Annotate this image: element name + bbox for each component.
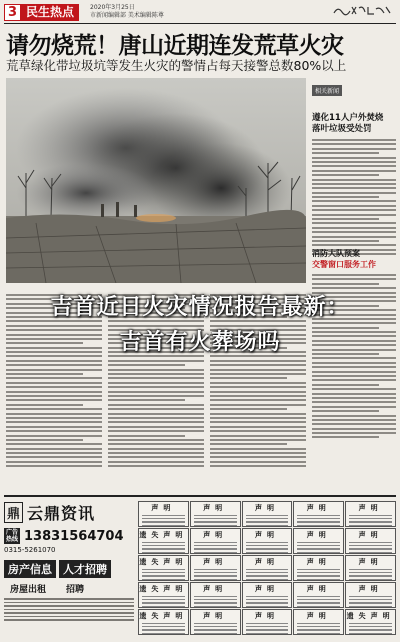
related-body-text — [312, 139, 396, 255]
fire-photo — [6, 78, 306, 283]
notice-cell — [138, 609, 189, 635]
ad-subcategories — [4, 582, 134, 595]
notice-title: 声明 — [203, 558, 228, 566]
box-body-text — [312, 274, 396, 438]
box-headline-2: 交警窗口服务工作 — [312, 260, 376, 269]
notice-title: 声明 — [306, 504, 331, 512]
notice-cell — [345, 528, 396, 554]
notice-cell — [190, 501, 241, 527]
notice-cell — [242, 555, 293, 581]
editor-text: 市新闻编辑部 美术编辑陈尊 — [90, 12, 164, 19]
notice-cell — [345, 555, 396, 581]
body-column-2 — [108, 290, 204, 490]
ad-category-bars — [4, 560, 134, 578]
notice-cell — [138, 501, 189, 527]
notice-title: 声明 — [254, 612, 279, 620]
notice-cell — [242, 582, 293, 608]
ad-bar-jobs: 人才招聘 — [59, 560, 111, 578]
notice-cell — [293, 582, 344, 608]
ad-logo-mark: 鼎 — [4, 502, 23, 523]
notice-title: 声明 — [151, 504, 176, 512]
overlay-title-line-1: 吉首近日火灾情况报告最新： — [50, 295, 350, 320]
notice-cell — [190, 582, 241, 608]
notice-title: 声明 — [203, 585, 228, 593]
body-column-3 — [210, 290, 306, 490]
notice-title: 声明 — [358, 558, 383, 566]
notice-title: 遗失声明 — [139, 558, 188, 566]
section-tag — [4, 4, 79, 21]
notice-title: 遗失声明 — [139, 531, 188, 539]
body-column-1 — [6, 290, 102, 490]
article-body — [6, 290, 306, 490]
notice-title: 声明 — [306, 531, 331, 539]
ad-phone-tag: 广告热线 — [6, 529, 19, 543]
notice-title: 遗失声明 — [346, 612, 395, 620]
related-headline-1: 遵化11人户外焚烧 — [312, 113, 384, 123]
ad-sub-hiring: 招聘 — [66, 585, 85, 595]
ad-agency-block — [4, 501, 134, 639]
notice-cell — [190, 609, 241, 635]
notice-title: 遗失声明 — [139, 585, 188, 593]
section-number: 3 — [4, 4, 21, 21]
notice-cell — [293, 609, 344, 635]
date-text: 2020年3月25日 — [90, 4, 135, 11]
notice-cell — [345, 501, 396, 527]
notice-grid — [138, 501, 396, 639]
notice-title: 声明 — [254, 558, 279, 566]
ad-phone-row — [4, 528, 134, 544]
notice-cell — [293, 555, 344, 581]
article-subheadline: 荒草绿化带垃圾坑等发生火灾的警情占每天接警总数80%以上 — [6, 58, 347, 73]
related-headline-2: 落叶垃圾受处罚 — [312, 124, 372, 134]
notice-title: 声明 — [203, 504, 228, 512]
notice-cell — [190, 528, 241, 554]
ad-agency-logo — [4, 501, 134, 524]
box-article-head — [312, 248, 396, 441]
notice-title: 声明 — [254, 585, 279, 593]
notice-cell — [190, 555, 241, 581]
section-name: 民生热点 — [21, 4, 79, 21]
notice-title: 声明 — [306, 612, 331, 620]
notice-title: 声明 — [358, 585, 383, 593]
article-headline: 请勿烧荒！唐山近期连发荒草火灾 — [6, 33, 344, 59]
notice-title: 声明 — [203, 612, 228, 620]
ad-phone-number: 13831564704 — [24, 528, 124, 544]
notice-title: 声明 — [306, 558, 331, 566]
date-line — [90, 4, 164, 20]
notice-cell — [138, 528, 189, 554]
top-rule — [4, 23, 396, 24]
ad-agency-name: 云鼎资讯 — [27, 504, 96, 523]
notice-title: 声明 — [358, 504, 383, 512]
notice-cell — [138, 555, 189, 581]
notice-cell — [345, 609, 396, 635]
notice-cell — [242, 609, 293, 635]
notice-cell — [242, 501, 293, 527]
ad-phone-secondary: 0315-5261070 — [4, 546, 56, 554]
overlay-title-line-2: 吉首有火葬场吗 — [119, 330, 281, 355]
notice-title: 声明 — [358, 531, 383, 539]
notice-cell — [242, 528, 293, 554]
masthead-calligraphy-icon — [332, 4, 392, 16]
notice-title: 声明 — [254, 531, 279, 539]
classified-ads — [4, 495, 396, 640]
masthead-logo — [332, 4, 392, 18]
notice-cell — [293, 501, 344, 527]
notice-title: 声明 — [306, 585, 331, 593]
notice-cell — [345, 582, 396, 608]
notice-title: 声明 — [254, 504, 279, 512]
notice-cell — [293, 528, 344, 554]
fire-scene-illustration — [6, 78, 306, 283]
ad-bar-housing: 房产信息 — [4, 560, 56, 578]
ad-listing-text — [4, 598, 134, 621]
related-news-tag: 相关新闻 — [312, 85, 342, 96]
notice-title: 声明 — [203, 531, 228, 539]
box-headline-1: 消防大队预案 — [312, 249, 360, 258]
notice-cell — [138, 582, 189, 608]
notice-title: 遗失声明 — [139, 612, 188, 620]
ad-sub-rental: 房屋出租 — [10, 585, 47, 595]
